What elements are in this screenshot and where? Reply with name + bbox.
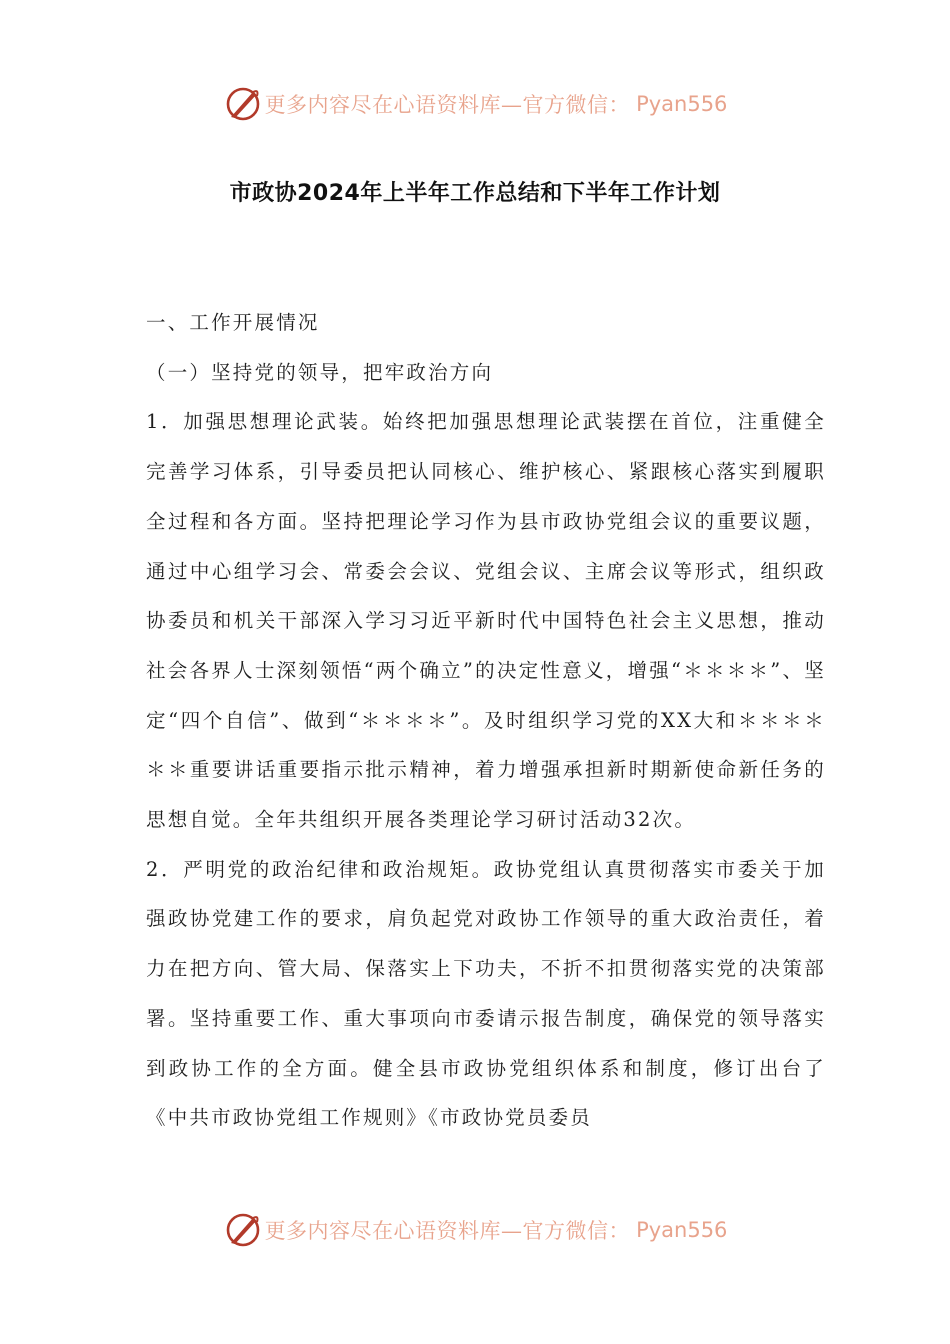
document-title: 市政协2024年上半年工作总结和下半年工作计划 [229, 181, 721, 206]
quill-pen-circle-icon [223, 84, 263, 124]
section-heading: 一、工作开展情况 [146, 311, 320, 334]
footer-watermark-banner [0, 1208, 950, 1252]
body-paragraph: 2．严明党的政治纪律和政治规矩。政协党组认真贯彻落实市委关于加强政协党建工作的要求，肩负起党对政协工作领导的重大政治责任，着力在把方向、管大局、保落实上下功夫，不折不扣贯彻落实党的决策部署。坚持重要工作、重大事项向市委请示报告制度，确保党的领导落实到政协工作的全方面。健全县市政协党组织体系和制度，修订出台了《中共市政协党组工作规则》《市政协党员委员 [146, 857, 826, 1130]
watermark-text: 更多内容尽在心语资料库—官方微信： [264, 1219, 631, 1243]
watermark-wechat-id: Pyan556 [636, 1218, 728, 1242]
watermark-wechat-id: Pyan556 [636, 92, 728, 116]
subsection-heading: （一）坚持党的领导，把牢政治方向 [146, 360, 494, 384]
quill-pen-circle-icon [223, 1210, 263, 1250]
document-body [146, 298, 826, 1143]
body-paragraph: 1．加强思想理论武装。始终把加强思想理论武装摆在首位，注重健全完善学习体系，引导委员把认同核心、维护核心、紧跟核心落实到履职全过程和各方面。坚持把理论学习作为县市政协党组会议的重要议题，通过中心组学习会、常委会会议、党组会议、主席会议等形式，组织政协委员和机关干部深入学习习近平新时代中国特色社会主义思想，推动社会各界人士深刻领悟“两个确立”的决定性意义，增强“＊＊＊＊”、坚定“四个自信”、做到“＊＊＊＊”。及时组织学习党的XX大和＊＊＊＊＊＊重要讲话重要指示批示精神，着力增强承担新时期新使命新任务的思想自觉。全年共组织开展各类理论学习研讨活动32次。 [146, 410, 826, 832]
header-watermark-banner [0, 82, 950, 126]
watermark-text: 更多内容尽在心语资料库—官方微信： [264, 93, 631, 117]
